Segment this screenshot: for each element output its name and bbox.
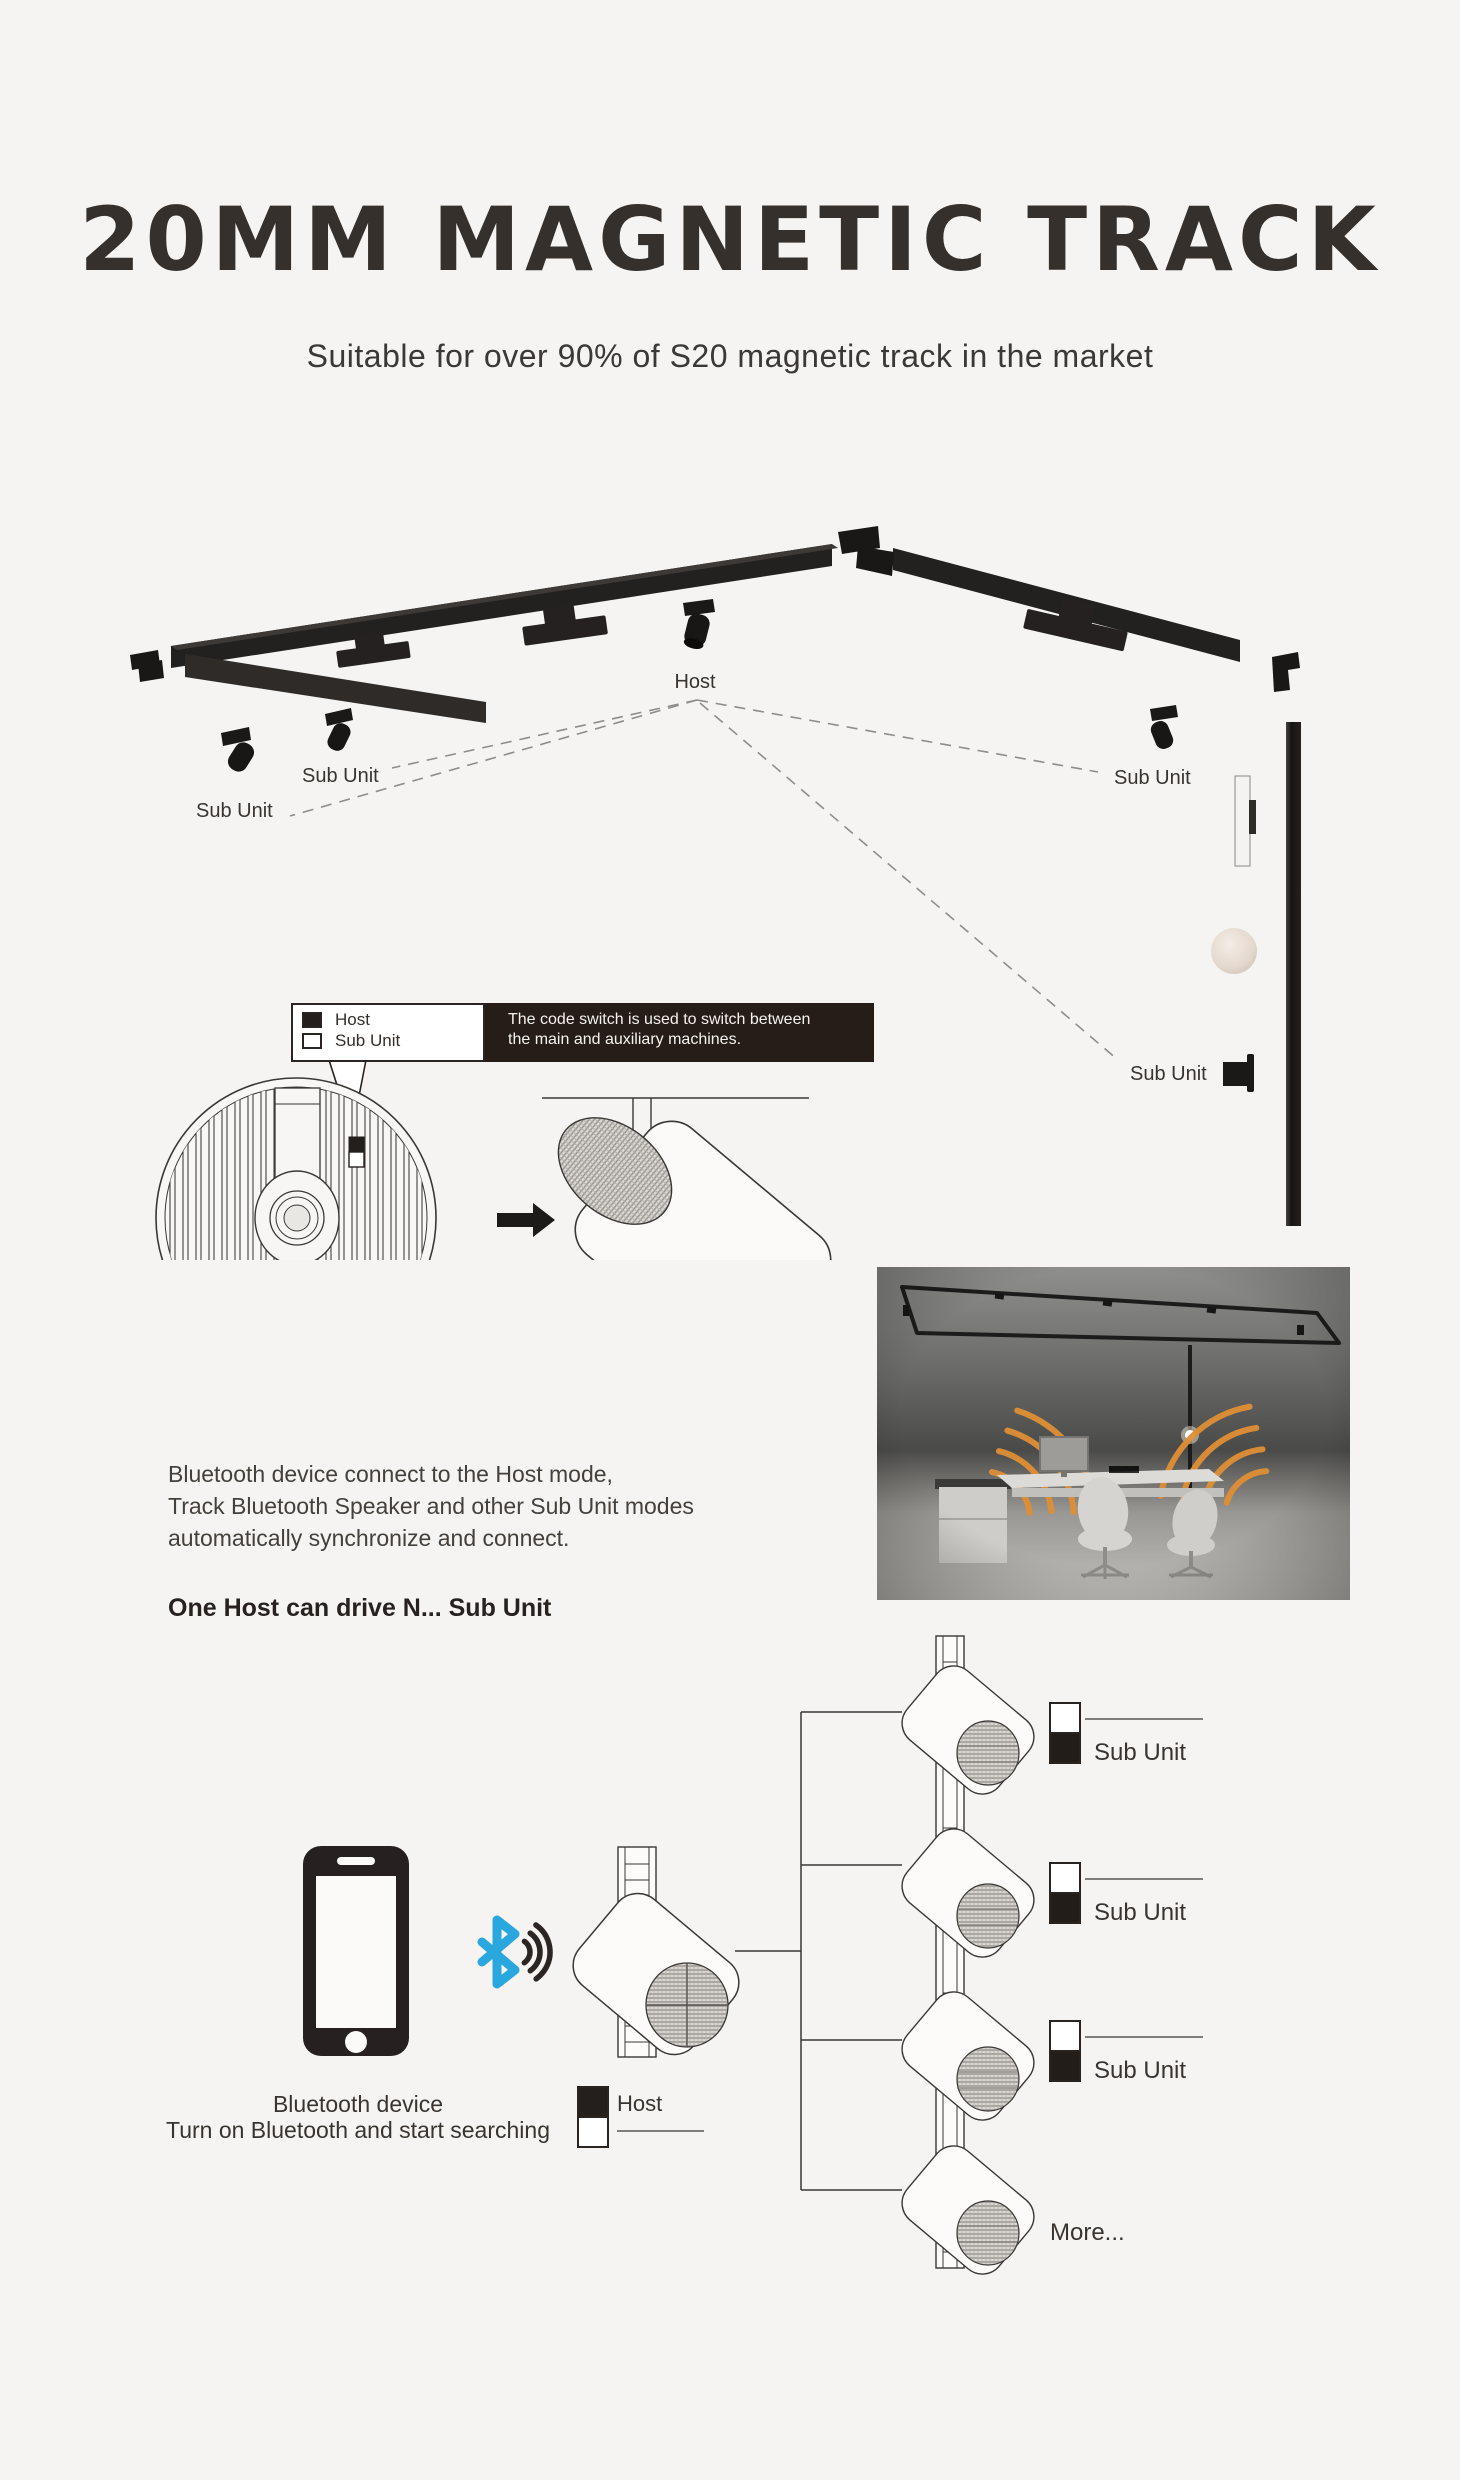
smartphone-icon [303, 1846, 409, 2056]
sub-unit-track-fixture [1223, 1054, 1254, 1092]
sub-unit-light-3 [893, 1983, 1043, 2129]
spotlight-side-view [538, 1096, 844, 1260]
speaker-bottom-view [156, 1078, 436, 1260]
track-feed-connectors [334, 590, 1132, 668]
room-render-image [877, 1267, 1350, 1600]
host-switch-square-icon [302, 1012, 322, 1028]
sub-unit-label-2: Sub Unit [1094, 1899, 1187, 1926]
sub-unit-label-right: Sub Unit [1114, 767, 1191, 789]
description-line3: automatically synchronize and connect. [168, 1525, 570, 1551]
phone-caption-line1: Bluetooth device [272, 2091, 444, 2117]
pairing-diagram [0, 1630, 1460, 2320]
sub-unit-track-column [893, 1636, 1043, 2283]
sub-unit-light-1 [893, 1657, 1043, 1803]
sub-unit-spotlight-a [325, 708, 353, 754]
sub-unit-spotlight-c [1148, 705, 1178, 751]
wall-washer-light [1235, 776, 1256, 866]
sub-unit-label-1: Sub Unit [1094, 1739, 1187, 1766]
legend-sub-unit-label: Sub Unit [335, 1030, 401, 1050]
sub-unit-spotlight-b [221, 727, 257, 775]
host-label: Host [674, 671, 716, 693]
sub-unit-switch-square-icon [302, 1033, 322, 1049]
sub-unit-label-left-1: Sub Unit [302, 765, 379, 787]
sub-unit-label-left-2: Sub Unit [196, 800, 273, 822]
code-switch-icon [349, 1137, 364, 1167]
pendant-ball-light [1211, 928, 1257, 974]
host-drive-heading: One Host can drive N... Sub Unit [168, 1594, 552, 1622]
bluetooth-icon [482, 1920, 515, 1984]
legend-host-label: Host [335, 1009, 370, 1029]
description-line2: Track Bluetooth Speaker and other Sub Unit modes [168, 1493, 694, 1519]
page-title: 20MM MAGNETIC TRACK [79, 188, 1381, 291]
sub-unit-label-lower-right: Sub Unit [1130, 1063, 1207, 1085]
vertical-track-rail [1286, 722, 1301, 1226]
sub-unit-light-2 [893, 1820, 1043, 1966]
host-speaker-light [563, 1847, 750, 2065]
page-subtitle: Suitable for over 90% of S20 magnetic track in the market [306, 338, 1154, 374]
signal-waves-icon [471, 1906, 563, 1998]
code-switch-note-line2: the main and auxiliary machines. [508, 1031, 742, 1048]
code-switch-note [485, 1003, 874, 1062]
connection-bracket-lines [735, 1712, 902, 2190]
code-switch-legend [291, 1003, 485, 1062]
corner-connector-right [1272, 652, 1300, 692]
bluetooth-description [168, 1458, 808, 1554]
arrow-right-icon [497, 1203, 555, 1237]
host-spotlight [682, 599, 715, 651]
track-system-diagram [0, 500, 1460, 1260]
description-line1: Bluetooth device connect to the Host mode, [168, 1461, 613, 1487]
code-switch-note-line1: The code switch is used to switch between [508, 1011, 811, 1028]
sub-unit-label-3: Sub Unit [1094, 2057, 1187, 2084]
more-label: More... [1050, 2219, 1125, 2246]
sub-unit-light-4 [893, 2137, 1043, 2283]
host-switch-label: Host [617, 2091, 663, 2116]
phone-caption-line2: Turn on Bluetooth and start searching [166, 2117, 550, 2143]
